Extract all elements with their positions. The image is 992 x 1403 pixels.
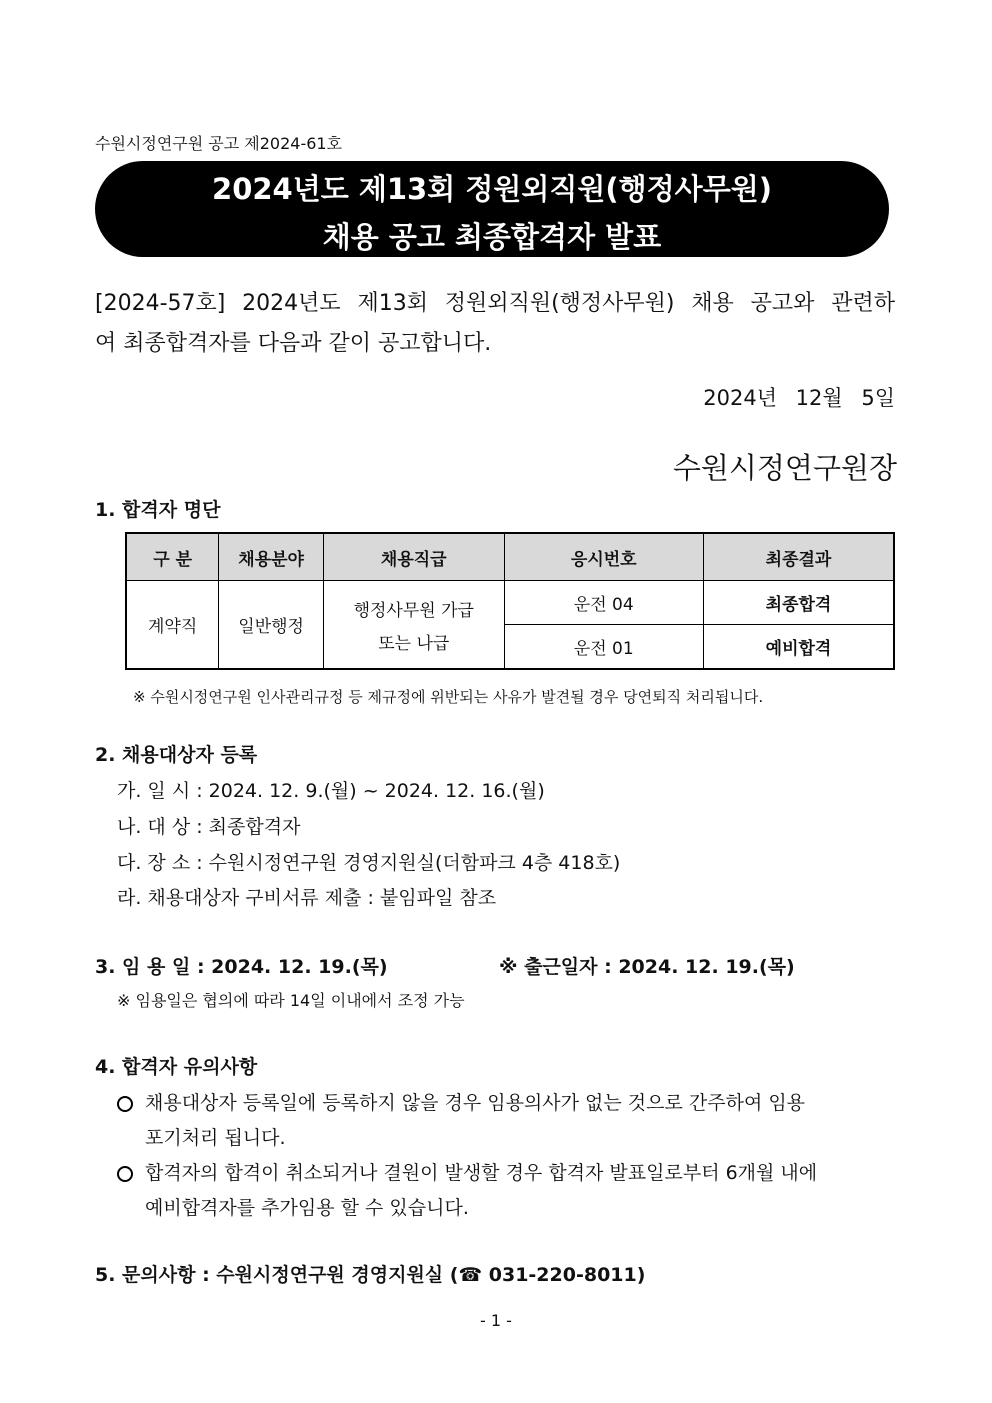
section-4-heading: 4. 합격자 유의사항 xyxy=(95,1056,258,1078)
circle-bullet-icon xyxy=(117,1166,133,1182)
page-number: - 1 - xyxy=(480,1311,512,1330)
header-result: 최종결과 xyxy=(703,533,894,581)
grade-line-1: 행정사무원 가급 xyxy=(353,600,474,621)
table-header-row xyxy=(126,533,894,581)
title-line-1: 2024년도 제13회 정원외직원(행정사무원) xyxy=(212,172,772,206)
start-work-date: ※ 출근일자 : 2024. 12. 19.(목) xyxy=(499,956,795,978)
notice-bullet: 합격자의 합격이 취소되거나 결원이 발생할 경우 합격자 발표일로부터 6개월 내에 xyxy=(117,1158,817,1185)
header-exam-number: 응시번호 xyxy=(504,533,703,581)
cell-result: 예비합격 xyxy=(703,625,894,670)
registration-target: 나. 대 상 : 최종합격자 xyxy=(117,816,301,838)
cell-result: 최종합격 xyxy=(703,581,894,625)
registration-date: 가. 일 시 : 2024. 12. 9.(월) ~ 2024. 12. 16.(월) xyxy=(117,780,545,802)
notice-number: 수원시정연구원 공고 제2024-61호 xyxy=(95,134,343,153)
registration-place: 다. 장 소 : 수원시정연구원 경영지원실(더함파크 4층 418호) xyxy=(117,852,621,874)
intro-line-2: 여 최종합격자를 다음과 같이 공고합니다. xyxy=(95,331,492,356)
cell-category: 계약직 xyxy=(126,581,219,670)
circle-bullet-icon xyxy=(117,1096,133,1112)
header-grade: 채용직급 xyxy=(324,533,505,581)
cell-field: 일반행정 xyxy=(219,581,324,670)
passer-table xyxy=(125,532,895,670)
cell-exam-number: 운전 04 xyxy=(504,581,703,625)
table-note: ※ 수원시정연구원 인사관리규정 등 제규정에 위반되는 사유가 발견될 경우 당연퇴직 처리됩니다. xyxy=(133,688,764,706)
appointment-note: ※ 임용일은 협의에 따라 14일 이내에서 조정 가능 xyxy=(117,991,465,1010)
header-field: 채용분야 xyxy=(219,533,324,581)
notice-bullet-continuation: 예비합격자를 추가임용 할 수 있습니다. xyxy=(145,1197,469,1219)
signer: 수원시정연구원장 xyxy=(672,451,897,485)
grade-line-2: 또는 나급 xyxy=(378,633,450,654)
table-row xyxy=(126,581,894,625)
title-banner xyxy=(95,161,889,257)
header-category: 구 분 xyxy=(126,533,219,581)
cell-exam-number: 운전 01 xyxy=(504,625,703,670)
section-2-heading: 2. 채용대상자 등록 xyxy=(95,744,258,766)
section-5-heading: 5. 문의사항 : 수원시정연구원 경영지원실 (☎ 031-220-8011) xyxy=(95,1264,646,1286)
notice-bullet: 채용대상자 등록일에 등록하지 않을 경우 임용의사가 없는 것으로 간주하여 임용 xyxy=(117,1088,805,1115)
intro-line-1: [2024-57호] 2024년도 제13회 정원외직원(행정사무원) 채용 공고와 관련하 xyxy=(95,291,895,316)
cell-grade xyxy=(324,581,505,670)
registration-documents: 라. 채용대상자 구비서류 제출 : 붙임파일 참조 xyxy=(117,887,497,909)
section-3-heading: 3. 임 용 일 : 2024. 12. 19.(목) xyxy=(95,956,388,978)
notice-bullet-continuation: 포기처리 됩니다. xyxy=(145,1127,286,1149)
announcement-date: 2024년 12월 5일 xyxy=(703,386,895,410)
title-line-2: 채용 공고 최종합격자 발표 xyxy=(322,220,662,254)
phone-icon: ☎ xyxy=(458,1264,483,1286)
section-1-heading: 1. 합격자 명단 xyxy=(95,499,221,521)
